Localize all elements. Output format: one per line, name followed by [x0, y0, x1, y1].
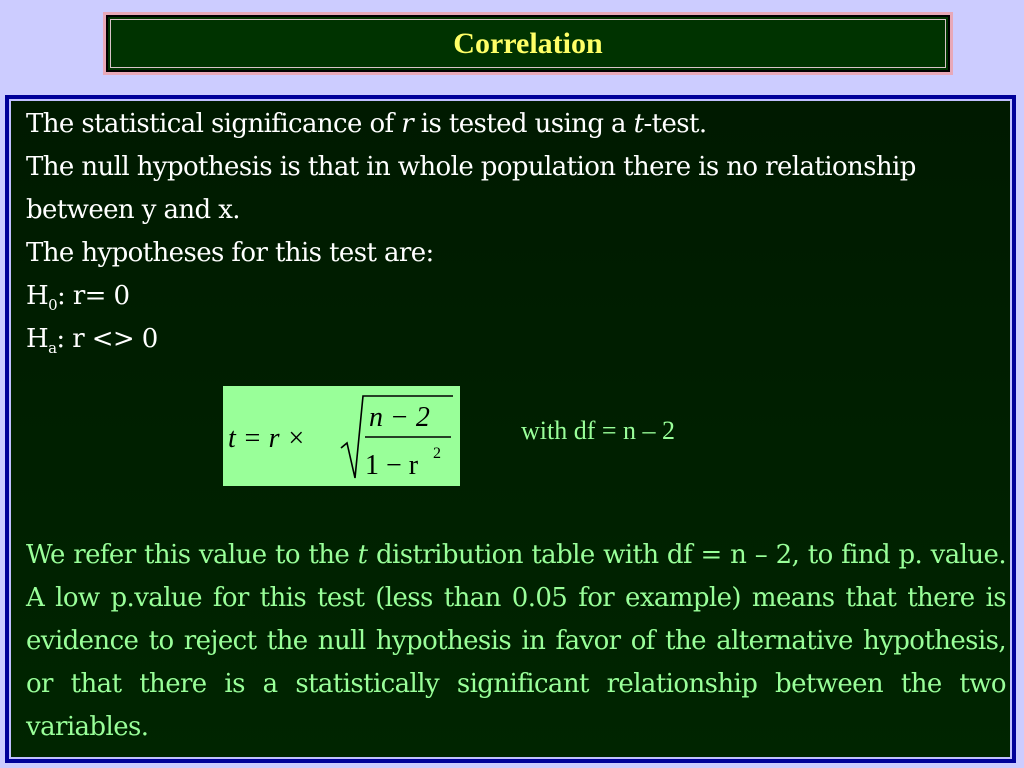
- conclusion-text-a: We refer this value to the: [26, 540, 358, 570]
- formula-denominator: 1 − r: [365, 450, 419, 481]
- title-frame: [103, 12, 953, 75]
- ha-letter: H: [26, 324, 49, 354]
- formula-lhs: t = r ×: [228, 423, 306, 454]
- line-significance: [26, 103, 707, 146]
- ha-statement: : r <> 0: [56, 324, 158, 354]
- line1-text-a: The statistical significance of: [26, 109, 402, 139]
- line-null-hypothesis: The null hypothesis is that in whole population there is no relationship: [26, 152, 916, 182]
- h0-statement: : r= 0: [57, 281, 130, 311]
- line-hypotheses-intro: The hypotheses for this test are:: [26, 238, 434, 268]
- t-formula: [223, 386, 460, 486]
- line1-text-c: -test.: [643, 109, 707, 139]
- h0-letter: H: [26, 281, 49, 311]
- line1-text-b: is tested using a: [413, 109, 634, 139]
- content-frame: [5, 95, 1016, 763]
- degrees-of-freedom: with df = n – 2: [521, 416, 676, 445]
- slide-title: Correlation: [453, 26, 603, 60]
- h0-subscript: 0: [48, 296, 58, 314]
- conclusion-t: t: [357, 540, 368, 570]
- formula-exponent: 2: [433, 445, 441, 462]
- line-ha: [26, 318, 158, 370]
- formula-numerator: n − 2: [369, 402, 430, 433]
- line-between: between y and x.: [26, 195, 240, 225]
- conclusion-paragraph: [26, 534, 1006, 749]
- line1-r: r: [401, 109, 414, 139]
- content-panel: [9, 99, 1012, 759]
- ha-subscript: a: [48, 339, 57, 357]
- title-bar: [106, 15, 950, 72]
- line1-t: t: [633, 109, 644, 139]
- conclusion-text-b: distribution table with df = n – 2, to find p. value. A low p.value for this test (less than 0.05 for example) means that there is evidence to reject the null hypothesis in favor of the alternative hypothesis, or that there is a statistically significant relationship between the two variables.: [26, 540, 1006, 742]
- t-formula-box: [223, 386, 460, 486]
